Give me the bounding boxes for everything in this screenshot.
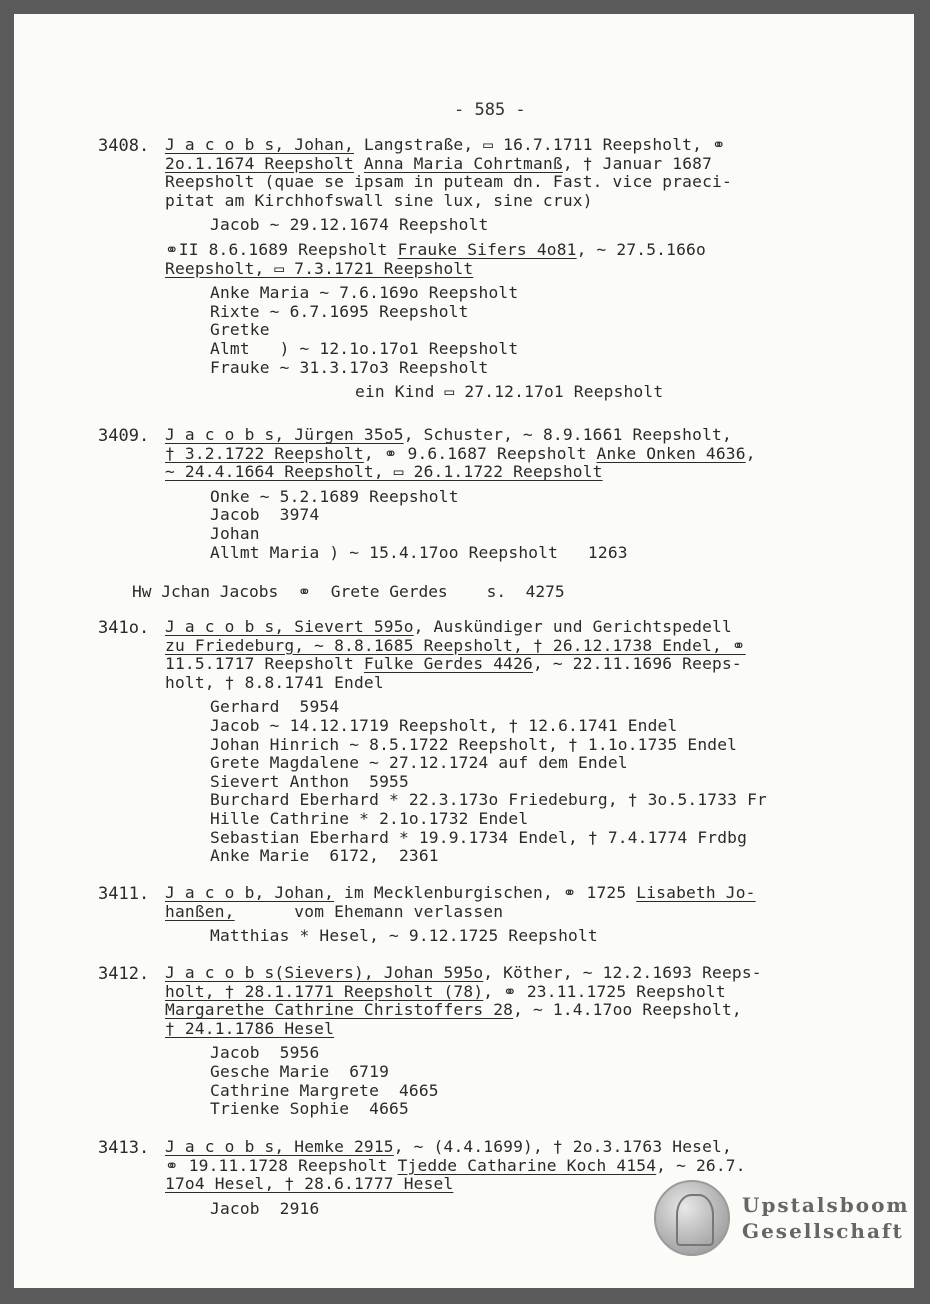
entry-number: 341o.: [98, 618, 150, 638]
text-line: [165, 359, 845, 378]
text-line: [165, 698, 845, 717]
underlined-text: † 24.1.1786 Hesel: [165, 1018, 335, 1038]
entry-body: [165, 136, 845, 402]
text-span: Jacob 2916: [210, 1198, 320, 1218]
text-line: [165, 426, 845, 445]
text-span: , ~ 1.4.17oo Reepsholt,: [513, 1000, 742, 1020]
entry-body: [165, 964, 845, 1119]
text-span: Jacob ~ 14.12.1719 Reepsholt, † 12.6.1741 Endel: [210, 715, 678, 735]
entry-number: 3411.: [98, 884, 150, 904]
text-span: , Köther, ~ 12.2.1693 Reeps-: [483, 963, 762, 982]
text-span: , Schuster, ~ 8.9.1661 Reepsholt,: [403, 425, 732, 444]
text-line: [165, 1157, 845, 1176]
text-line: [165, 791, 845, 810]
text-line: [165, 847, 845, 866]
text-line: [165, 1001, 845, 1020]
text-span: Gesche Marie 6719: [210, 1061, 390, 1081]
upstalsboom-logo: [654, 1178, 910, 1262]
text-line: [165, 829, 845, 848]
text-line: [165, 216, 845, 235]
page-number: - 585 -: [454, 100, 526, 120]
text-line: [165, 983, 845, 1002]
text-line: [165, 1082, 845, 1101]
text-line: [165, 1100, 845, 1119]
text-line: [165, 136, 845, 155]
text-line: [165, 736, 845, 755]
text-span: im Mecklenburgischen, ⚭ 1725: [334, 883, 637, 902]
text-span: , ~ 26.7.: [656, 1155, 746, 1175]
text-span: Jacob ~ 29.12.1674 Reepsholt: [210, 215, 489, 235]
text-span: pitat am Kirchhofswall sine lux, sine crux): [165, 190, 593, 210]
text-span: holt, † 8.8.1741 Endel: [165, 672, 384, 692]
text-line: [165, 192, 845, 211]
text-span: Cathrine Margrete 4665: [210, 1080, 439, 1100]
underlined-text: † 3.2.1722 Reepsholt: [165, 443, 364, 463]
text-span: Allmt Maria ) ~ 15.4.17oo Reepsholt 1263: [210, 542, 628, 562]
text-span: Gretke: [210, 320, 270, 340]
text-line: [165, 884, 845, 903]
text-span: Langstraße, ▭ 16.7.1711 Reepsholt, ⚭: [353, 135, 726, 154]
text-span: , ⚭ 9.6.1687 Reepsholt: [363, 443, 597, 463]
text-span: Johan: [210, 523, 260, 543]
entry-number: 3413.: [98, 1138, 150, 1158]
text-line: [165, 544, 845, 563]
text-span: 11.5.1717 Reepsholt: [165, 654, 364, 674]
seal-icon: [654, 1180, 730, 1256]
text-span: , ~ 22.11.1696 Reeps-: [533, 654, 742, 674]
entry-body: [165, 426, 845, 562]
underlined-text: J a c o b, Johan,: [165, 883, 335, 902]
text-span: Rixte ~ 6.7.1695 Reepsholt: [210, 301, 469, 321]
entry-number: 3409.: [98, 426, 150, 446]
text-span: , ~ (4.4.1699), † 2o.3.1763 Hesel,: [393, 1137, 732, 1156]
text-line: [165, 260, 845, 279]
text-span: vom Ehemann verlassen: [234, 901, 504, 921]
text-span: Matthias * Hesel, ~ 9.12.1725 Reepsholt: [210, 926, 598, 946]
text-span: Almt ) ~ 12.1o.17o1 Reepsholt: [210, 338, 519, 358]
text-line: [165, 303, 845, 322]
text-span: Onke ~ 5.2.1689 Reepsholt: [210, 486, 459, 506]
underlined-text: Anna Maria Cohrtmanß: [363, 153, 563, 173]
text-line: [165, 655, 845, 674]
text-line: [165, 754, 845, 773]
text-span: [354, 154, 364, 173]
underlined-text: Lisabeth Jo-: [636, 883, 756, 902]
document-page: [14, 14, 914, 1288]
text-line: [165, 488, 845, 507]
underlined-text: J a c o b s, Hemke 2915: [165, 1137, 394, 1156]
text-line: [165, 927, 845, 946]
entry-body: [165, 618, 845, 866]
text-line: [165, 1020, 845, 1039]
underlined-text: J a c o b s, Sievert 595o: [165, 617, 414, 636]
entry-number: 3412.: [98, 964, 150, 984]
underlined-text: ~ 24.4.1664 Reepsholt, ▭ 26.1.1722 Reepsholt: [165, 462, 603, 482]
text-line: [165, 340, 845, 359]
underlined-text: Frauke Sifers 4o81: [397, 239, 577, 259]
text-span: Hille Cathrine * 2.1o.1732 Endel: [210, 808, 529, 828]
underlined-text: 2o.1.1674 Reepsholt: [165, 153, 354, 173]
text-line: [165, 463, 845, 482]
underlined-text: J a c o b s, Johan,: [165, 135, 354, 154]
text-span: Jacob 5956: [210, 1043, 320, 1063]
text-span: , † Januar 1687: [562, 153, 713, 173]
text-span: Johan Hinrich ~ 8.5.1722 Reepsholt, † 1.1o.1735 Endel: [210, 734, 738, 754]
text-line: [165, 525, 845, 544]
text-line: [165, 810, 845, 829]
text-line: [165, 321, 845, 340]
text-line: [165, 964, 845, 983]
text-span: , ⚭ 23.11.1725 Reepsholt: [483, 981, 726, 1001]
text-line: [165, 1044, 845, 1063]
logo-text: [742, 1192, 910, 1244]
logo-line-2: Gesellschaft: [742, 1219, 904, 1243]
underlined-text: holt, † 28.1.1771 Reepsholt (78): [165, 981, 484, 1001]
entry-number: 3408.: [98, 136, 150, 156]
text-span: , ~ 27.5.166o: [576, 239, 706, 259]
text-line: [165, 1063, 845, 1082]
underlined-text: Fulke Gerdes 4426: [363, 654, 533, 674]
text-span: Sebastian Eberhard * 19.9.1734 Endel, † 7.4.1774 Frdbg: [210, 827, 748, 847]
text-span: ein Kind ▭ 27.12.17o1 Reepsholt: [355, 382, 664, 402]
text-line: [165, 773, 845, 792]
text-span: Gerhard 5954: [210, 697, 340, 717]
text-span: ⚭II 8.6.1689 Reepsholt: [165, 239, 398, 259]
text-line: [165, 903, 845, 922]
underlined-text: Anke Onken 4636: [596, 443, 746, 463]
text-line: [165, 637, 845, 656]
text-span: Sievert Anthon 5955: [210, 771, 409, 791]
text-line: [165, 284, 845, 303]
logo-line-1: Upstalsboom: [742, 1193, 910, 1217]
underlined-text: Reepsholt, ▭ 7.3.1721 Reepsholt: [165, 258, 474, 278]
text-line: [165, 241, 845, 260]
text-span: ⚭ 19.11.1728 Reepsholt: [165, 1155, 398, 1175]
underlined-text: hanßen,: [165, 901, 235, 921]
text-span: ,: [745, 443, 756, 463]
text-span: Jacob 3974: [210, 505, 320, 525]
text-span: Grete Magdalene ~ 27.12.1724 auf dem Endel: [210, 753, 628, 773]
text-line: [165, 717, 845, 736]
text-span: Anke Marie 6172, 2361: [210, 846, 439, 866]
text-line: [165, 445, 845, 464]
text-span: Burchard Eberhard * 22.3.173o Friedeburg, † 3o.5.1733 Fr: [210, 790, 767, 810]
text-span: Frauke ~ 31.3.17o3 Reepsholt: [210, 357, 489, 377]
underlined-text: 17o4 Hesel, † 28.6.1777 Hesel: [165, 1174, 454, 1194]
underlined-text: Tjedde Catharine Koch 4154: [397, 1155, 657, 1175]
underlined-text: J a c o b s, Jürgen 35o5: [165, 425, 404, 444]
entry-body: [165, 884, 845, 946]
text-span: Trienke Sophie 4665: [210, 1099, 409, 1119]
text-line: [165, 173, 845, 192]
text-span: , Auskündiger und Gerichtspedell: [413, 617, 732, 636]
text-line: [165, 618, 845, 637]
text-line: [165, 506, 845, 525]
hw-note: Hw Jchan Jacobs ⚭ Grete Gerdes s. 4275: [132, 582, 565, 601]
text-line: [165, 383, 845, 402]
underlined-text: zu Friedeburg, ~ 8.8.1685 Reepsholt, † 26.12.1738 Endel, ⚭: [165, 635, 746, 655]
underlined-text: Margarethe Cathrine Christoffers 28: [165, 1000, 514, 1020]
text-span: Anke Maria ~ 7.6.169o Reepsholt: [210, 283, 519, 303]
underlined-text: J a c o b s(Sievers), Johan 595o: [165, 963, 484, 982]
text-line: [165, 155, 845, 174]
text-line: [165, 674, 845, 693]
text-line: [165, 1138, 845, 1157]
text-span: Reepsholt (quae se ipsam in puteam dn. Fast. vice praeci-: [165, 172, 732, 192]
